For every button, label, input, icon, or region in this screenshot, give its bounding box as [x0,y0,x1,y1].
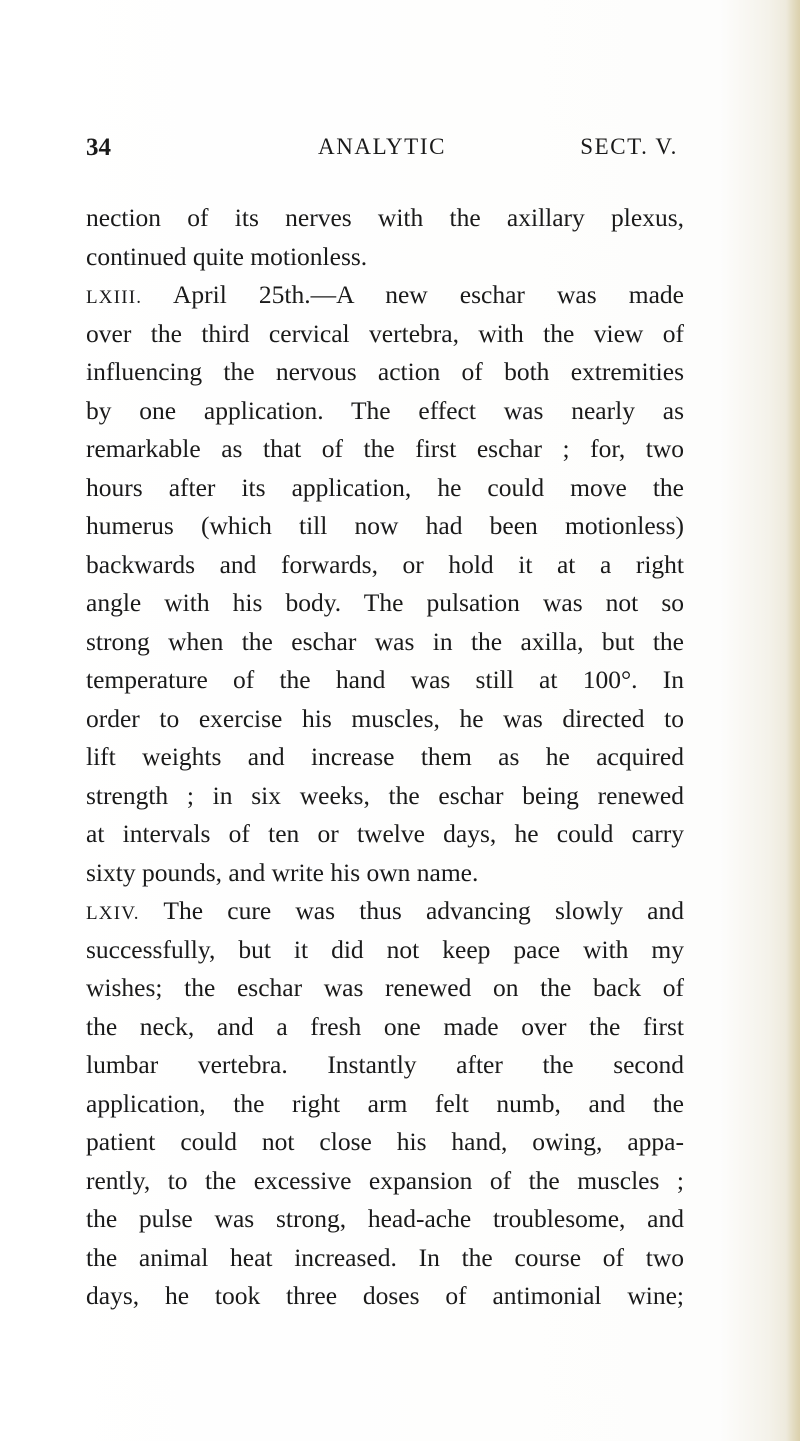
page-number: 34 [86,134,111,161]
text-line [86,854,684,893]
line-text: sixty pounds, and write his own name. [86,857,479,887]
paragraph-number: LXIII. [86,287,143,308]
text-line [86,546,684,585]
line-text: wishes; the eschar was renewed on the back of [86,973,684,1002]
line-text: at intervals of ten or twelve days, he could carry [86,819,684,848]
line-text: nection of its nerves with the axillary plexus, [86,203,684,232]
line-text: application, the right arm felt numb, and the [86,1088,684,1118]
text-line [86,1123,684,1162]
text-line [86,1085,684,1124]
line-text: continued quite motionless. [86,241,368,271]
line-text: The cure was thus advancing slowly and [139,896,684,925]
body-text [86,199,684,1316]
line-text: days, he took three doses of antimonial wine; [86,1281,684,1310]
line-text: over the third cervical vertebra, with the view of [86,318,684,348]
line-text: temperature of the hand was still at 100°. In [86,665,684,694]
running-head-section: SECT. V. [580,134,678,159]
line-text: hours after its application, he could move the [86,472,684,502]
line-text: the animal heat increased. In the course of two [86,1242,684,1272]
line-text: strong when the eschar was in the axilla, but the [86,626,684,656]
text-line [86,1200,684,1239]
text-line [86,276,684,315]
text-line [86,969,684,1008]
text-line [86,815,684,854]
text-line [86,1239,684,1278]
paragraph-number: LXIV. [86,903,140,924]
text-line [86,1046,684,1085]
text-line [86,777,684,816]
text-line [86,430,684,469]
line-text: the pulse was strong, head-ache troublesome, and [86,1204,684,1233]
line-text: rently, to the excessive expansion of the muscles ; [86,1165,684,1195]
line-text: influencing the nervous action of both extremities [86,357,684,386]
running-head-title: ANALYTIC [318,134,447,159]
line-text: backwards and forwards, or hold it at a right [86,549,684,579]
text-line [86,1162,684,1201]
line-text: patient could not close his hand, owing, appa- [86,1127,684,1156]
text-line [86,315,684,354]
text-line [86,469,684,508]
text-line [86,623,684,662]
text-line [86,507,684,546]
text-line [86,353,684,392]
line-text: strength ; in six weeks, the eschar being renewed [86,780,684,810]
running-head [86,130,678,164]
line-text: successfully, but it did not keep pace with my [86,934,684,964]
line-text: remarkable as that of the first eschar ; for, two [86,434,684,463]
line-text: lumbar vertebra. Instantly after the second [86,1050,684,1079]
line-text: the neck, and a fresh one made over the first [86,1011,684,1041]
line-text: angle with his body. The pulsation was not so [86,588,684,617]
text-line [86,738,684,777]
text-line [86,392,684,431]
line-text: by one application. The effect was nearly as [86,395,684,425]
text-line [86,700,684,739]
text-line [86,1008,684,1047]
text-line [86,584,684,623]
text-line [86,661,684,700]
page-edge-shadow [786,0,800,1441]
line-text: April 25th.—A new eschar was made [142,280,684,309]
line-text: humerus (which till now had been motionless) [86,511,684,540]
text-line [86,931,684,970]
text-line [86,892,684,931]
text-line [86,1277,684,1316]
line-text: lift weights and increase them as he acquired [86,742,684,771]
text-line [86,238,684,277]
text-line [86,199,684,238]
line-text: order to exercise his muscles, he was directed to [86,703,684,733]
